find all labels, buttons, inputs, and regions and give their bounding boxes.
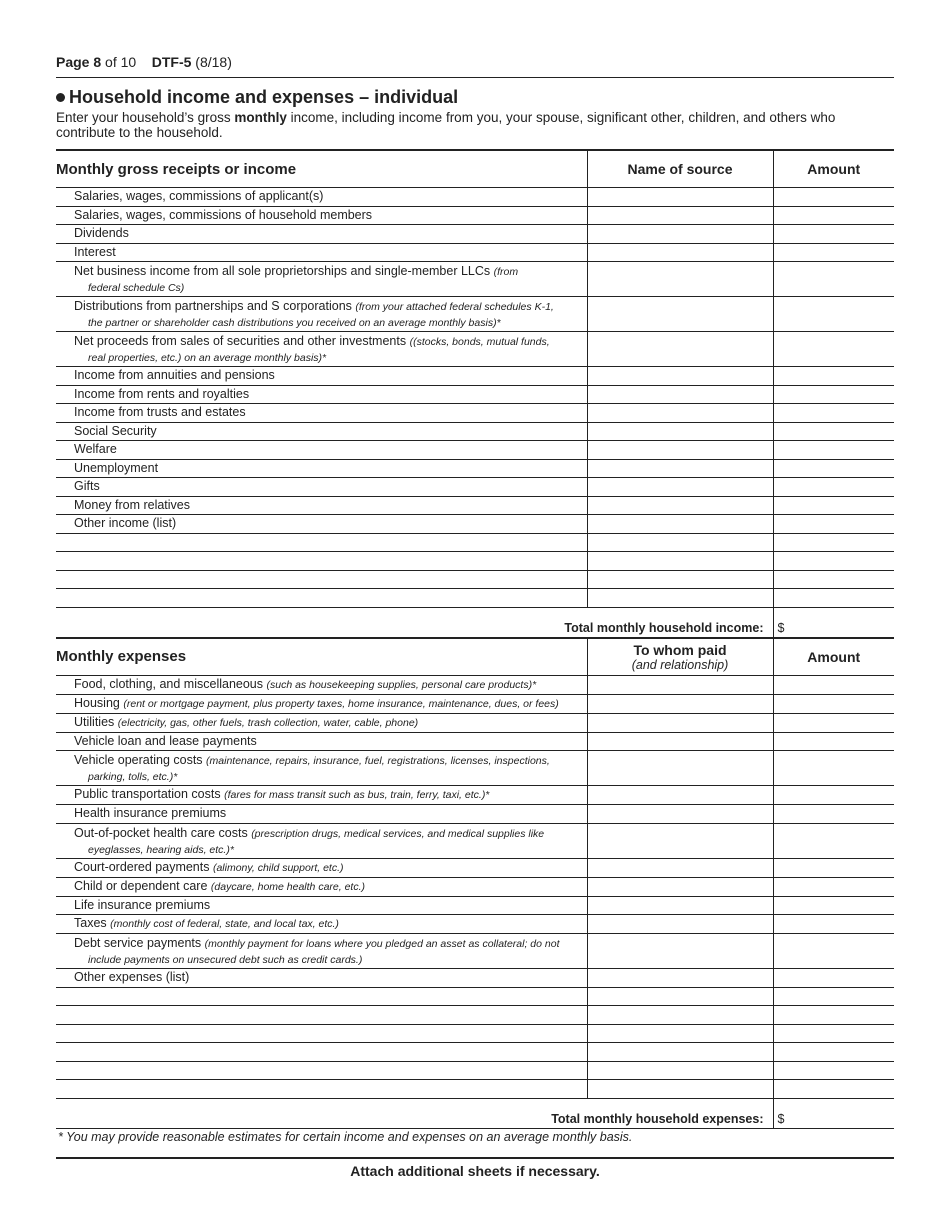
expense-source-field[interactable] (587, 694, 773, 713)
expense-amount-field[interactable] (773, 858, 894, 877)
income-row-label: Unemployment (56, 459, 587, 478)
income-blank-row (56, 589, 894, 608)
form-number: DTF-5 (151, 54, 192, 70)
income-row-label: Income from trusts and estates (56, 404, 587, 423)
income-row-label: Gifts (56, 478, 587, 497)
expense-blank-amount-field[interactable] (773, 987, 894, 1006)
expense-row (56, 713, 894, 732)
expense-blank-description-field[interactable] (56, 1006, 587, 1025)
income-source-field[interactable] (587, 441, 773, 460)
income-source-field[interactable] (587, 404, 773, 423)
income-total-field[interactable]: $ (773, 607, 894, 638)
income-row-label: Income from rents and royalties (56, 385, 587, 404)
form-page (56, 54, 894, 1179)
income-amount-field[interactable] (773, 243, 894, 262)
income-amount-field[interactable] (773, 385, 894, 404)
expense-blank-source-field[interactable] (587, 1024, 773, 1043)
income-source-field[interactable] (587, 478, 773, 497)
income-row (56, 262, 894, 297)
bullet-icon (56, 93, 65, 102)
income-row (56, 206, 894, 225)
expenses-title: Monthly expenses (56, 639, 587, 676)
income-row (56, 422, 894, 441)
expense-amount-field[interactable] (773, 823, 894, 858)
expense-blank-row (56, 1061, 894, 1080)
expense-row-label: Public transportation costs (fares for mass transit such as bus, train, ferry, taxi, etc.)* (56, 786, 587, 805)
income-blank-description-field[interactable] (56, 552, 587, 571)
expense-row (56, 732, 894, 751)
income-table (56, 151, 894, 639)
income-row-label: Distributions from partnerships and S corporations (from your attached federal schedules K-1, the partner or shareholder cash distributions you received on an average monthly basis)* (56, 297, 587, 332)
income-row (56, 404, 894, 423)
income-amount-field[interactable] (773, 367, 894, 386)
expenses-total-row (56, 1098, 894, 1128)
income-title: Monthly gross receipts or income (56, 151, 587, 188)
income-row (56, 188, 894, 207)
income-row (56, 225, 894, 244)
expense-source-field[interactable] (587, 877, 773, 896)
section-title-text: Household income and expenses – individual (69, 87, 459, 107)
footnote: * You may provide reasonable estimates for certain income and expenses on an average monthly basis. (58, 1129, 633, 1144)
income-amount-field[interactable] (773, 459, 894, 478)
expense-amount-field[interactable] (773, 675, 894, 694)
expense-blank-description-field[interactable] (56, 1024, 587, 1043)
income-blank-amount-field[interactable] (773, 533, 894, 552)
expense-blank-description-field[interactable] (56, 1061, 587, 1080)
income-row-label: Social Security (56, 422, 587, 441)
income-total-row (56, 607, 894, 638)
income-amount-field[interactable] (773, 496, 894, 515)
expense-blank-amount-field[interactable] (773, 1061, 894, 1080)
expense-row-label: Housing (rent or mortgage payment, plus property taxes, home insurance, maintenance, dues, or fees) (56, 694, 587, 713)
expenses-header-row (56, 639, 894, 676)
income-row-label: Other income (list) (56, 515, 587, 534)
to-whom-column-header: To whom paid (and relationship) (587, 639, 773, 676)
expense-source-field[interactable] (587, 858, 773, 877)
income-source-field[interactable] (587, 332, 773, 367)
page-header (56, 54, 894, 70)
expense-blank-description-field[interactable] (56, 987, 587, 1006)
expense-row-label: Child or dependent care (daycare, home health care, etc.) (56, 877, 587, 896)
expense-source-field[interactable] (587, 751, 773, 786)
expense-blank-amount-field[interactable] (773, 1024, 894, 1043)
income-row-label: Dividends (56, 225, 587, 244)
income-source-field[interactable] (587, 243, 773, 262)
expense-source-field[interactable] (587, 805, 773, 824)
income-blank-description-field[interactable] (56, 570, 587, 589)
expense-blank-row (56, 1080, 894, 1099)
expense-row-label: Out-of-pocket health care costs (prescription drugs, medical services, and medical supplies like eyeglasses, hearing aids, etc.)* (56, 823, 587, 858)
income-row (56, 441, 894, 460)
expense-blank-amount-field[interactable] (773, 1043, 894, 1062)
expense-row-label: Vehicle operating costs (maintenance, repairs, insurance, fuel, registrations, licenses, inspections, parking, tolls, etc.)* (56, 751, 587, 786)
expense-amount-field[interactable] (773, 805, 894, 824)
page-number: Page 8 (56, 54, 102, 70)
expense-blank-source-field[interactable] (587, 1061, 773, 1080)
expense-row-label: Utilities (electricity, gas, other fuels, trash collection, water, cable, phone) (56, 713, 587, 732)
income-blank-description-field[interactable] (56, 589, 587, 608)
expense-source-field[interactable] (587, 823, 773, 858)
expense-source-field[interactable] (587, 713, 773, 732)
expense-amount-field[interactable] (773, 713, 894, 732)
expense-blank-description-field[interactable] (56, 1043, 587, 1062)
expense-row (56, 877, 894, 896)
expense-row (56, 858, 894, 877)
income-row (56, 459, 894, 478)
income-source-field[interactable] (587, 385, 773, 404)
expense-blank-row (56, 987, 894, 1006)
expense-source-field[interactable] (587, 675, 773, 694)
attach-note: Attach additional sheets if necessary. (56, 1157, 894, 1179)
income-blank-source-field[interactable] (587, 589, 773, 608)
income-source-field[interactable] (587, 422, 773, 441)
income-blank-row (56, 570, 894, 589)
income-amount-field[interactable] (773, 225, 894, 244)
expense-row (56, 786, 894, 805)
expense-row (56, 896, 894, 915)
section-intro: Enter your household’s gross monthly income, including income from you, your spouse, significant other, children, and others who contribute to the household. (56, 110, 836, 140)
expense-blank-row (56, 1043, 894, 1062)
expense-amount-field[interactable] (773, 915, 894, 934)
section-title (56, 87, 894, 107)
income-source-field[interactable] (587, 496, 773, 515)
expense-blank-source-field[interactable] (587, 1043, 773, 1062)
expense-row-label: Taxes (monthly cost of federal, state, and local tax, etc.) (56, 915, 587, 934)
expense-row-label: Court-ordered payments (alimony, child support, etc.) (56, 858, 587, 877)
expense-row-label: Health insurance premiums (56, 805, 587, 824)
income-amount-field[interactable] (773, 441, 894, 460)
expense-row (56, 805, 894, 824)
expense-source-field[interactable] (587, 896, 773, 915)
income-blank-source-field[interactable] (587, 552, 773, 571)
expense-blank-amount-field[interactable] (773, 1080, 894, 1099)
income-row-label: Salaries, wages, commissions of applicant(s) (56, 188, 587, 207)
expense-row-label: Vehicle loan and lease payments (56, 732, 587, 751)
income-row (56, 496, 894, 515)
income-source-field[interactable] (587, 297, 773, 332)
income-blank-row (56, 552, 894, 571)
expense-row (56, 915, 894, 934)
expense-blank-source-field[interactable] (587, 1006, 773, 1025)
header-rule (56, 77, 894, 78)
income-row-label: Net proceeds from sales of securities and other investments ((stocks, bonds, mutual funds, real properties, etc.) on an average monthly basis)* (56, 332, 587, 367)
expense-source-field[interactable] (587, 915, 773, 934)
income-row (56, 478, 894, 497)
income-blank-source-field[interactable] (587, 570, 773, 589)
expense-blank-row (56, 1006, 894, 1025)
income-blank-source-field[interactable] (587, 533, 773, 552)
expense-amount-field[interactable] (773, 877, 894, 896)
income-amount-field[interactable] (773, 332, 894, 367)
income-row-label: Welfare (56, 441, 587, 460)
expense-blank-source-field[interactable] (587, 987, 773, 1006)
income-row (56, 332, 894, 367)
expenses-total-label: Total monthly household expenses: (56, 1098, 773, 1128)
source-column-header: Name of source (587, 151, 773, 188)
income-row (56, 243, 894, 262)
income-source-field[interactable] (587, 225, 773, 244)
expense-amount-field[interactable] (773, 934, 894, 969)
income-row-label: Salaries, wages, commissions of household members (56, 206, 587, 225)
expense-amount-field[interactable] (773, 896, 894, 915)
page-total: of 10 (105, 54, 137, 70)
form-revision: (8/18) (195, 54, 232, 70)
income-blank-amount-field[interactable] (773, 552, 894, 571)
income-amount-field[interactable] (773, 188, 894, 207)
expense-blank-source-field[interactable] (587, 1080, 773, 1099)
expense-amount-column-header: Amount (773, 639, 894, 676)
expense-row (56, 823, 894, 858)
expense-row (56, 675, 894, 694)
income-source-field[interactable] (587, 262, 773, 297)
income-blank-description-field[interactable] (56, 533, 587, 552)
income-amount-field[interactable] (773, 297, 894, 332)
income-source-field[interactable] (587, 188, 773, 207)
income-source-field[interactable] (587, 367, 773, 386)
income-header-row (56, 151, 894, 188)
expense-source-field[interactable] (587, 934, 773, 969)
income-amount-field[interactable] (773, 422, 894, 441)
expense-source-field[interactable] (587, 969, 773, 988)
expense-blank-row (56, 1024, 894, 1043)
expense-amount-field[interactable] (773, 969, 894, 988)
expense-source-field[interactable] (587, 732, 773, 751)
income-source-field[interactable] (587, 206, 773, 225)
expenses-total-field[interactable]: $ (773, 1098, 894, 1128)
income-amount-field[interactable] (773, 478, 894, 497)
income-row-label: Money from relatives (56, 496, 587, 515)
expense-row (56, 934, 894, 969)
expense-row-label: Food, clothing, and miscellaneous (such as housekeeping supplies, personal care products)* (56, 675, 587, 694)
income-row (56, 297, 894, 332)
income-source-field[interactable] (587, 515, 773, 534)
income-blank-row (56, 533, 894, 552)
expense-amount-field[interactable] (773, 786, 894, 805)
expense-row (56, 751, 894, 786)
income-row (56, 367, 894, 386)
expense-amount-field[interactable] (773, 694, 894, 713)
expense-row-label: Other expenses (list) (56, 969, 587, 988)
expense-row-label: Life insurance premiums (56, 896, 587, 915)
income-blank-amount-field[interactable] (773, 589, 894, 608)
income-source-field[interactable] (587, 459, 773, 478)
expense-row-label: Debt service payments (monthly payment for loans where you pledged an asset as collateral; do not include payments on unsecured debt such as credit cards.) (56, 934, 587, 969)
expenses-table (56, 639, 894, 1129)
income-amount-field[interactable] (773, 206, 894, 225)
income-row-label: Interest (56, 243, 587, 262)
income-row-label: Net business income from all sole proprietorships and single-member LLCs (from federal schedule Cs) (56, 262, 587, 297)
expense-source-field[interactable] (587, 786, 773, 805)
income-blank-amount-field[interactable] (773, 570, 894, 589)
income-row (56, 515, 894, 534)
income-total-label: Total monthly household income: (56, 607, 773, 638)
income-row (56, 385, 894, 404)
amount-column-header: Amount (773, 151, 894, 188)
expense-row (56, 969, 894, 988)
expense-row (56, 694, 894, 713)
income-amount-field[interactable] (773, 262, 894, 297)
income-amount-field[interactable] (773, 404, 894, 423)
income-amount-field[interactable] (773, 515, 894, 534)
expense-blank-amount-field[interactable] (773, 1006, 894, 1025)
expense-amount-field[interactable] (773, 751, 894, 786)
expense-blank-description-field[interactable] (56, 1080, 587, 1099)
expense-amount-field[interactable] (773, 732, 894, 751)
income-row-label: Income from annuities and pensions (56, 367, 587, 386)
